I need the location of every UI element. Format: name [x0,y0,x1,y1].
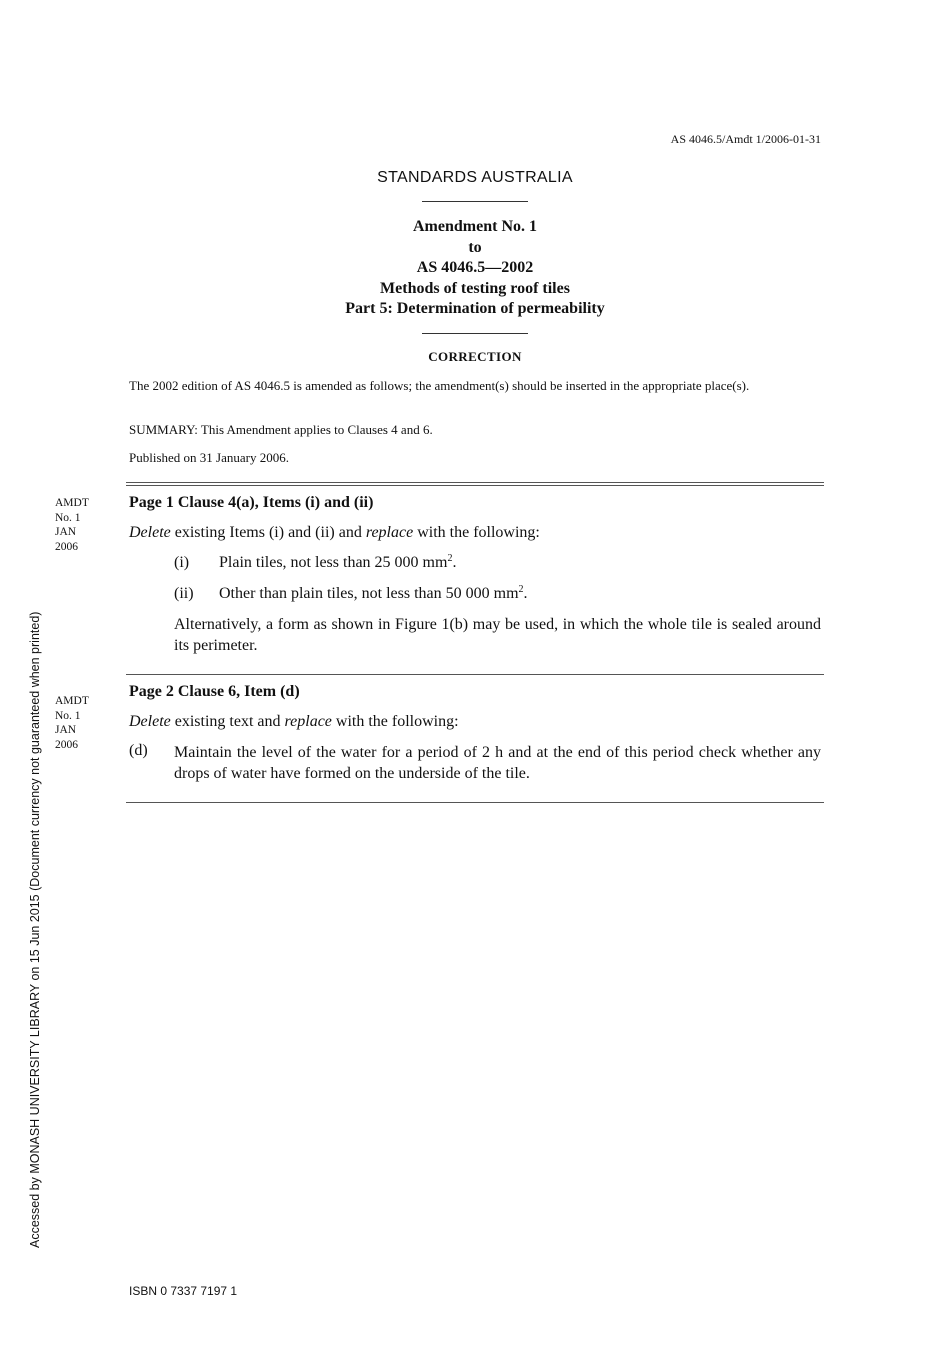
published-date: Published on 31 January 2006. [129,450,289,465]
isbn: ISBN 0 7337 7197 1 [129,1284,238,1298]
instruction-delete: Delete [129,524,171,541]
title-to: to [468,239,482,256]
organization-title: STANDARDS AUSTRALIA [377,169,573,186]
item-suffix: . [523,585,528,602]
correction-label: CORRECTION [428,349,522,364]
document-reference: AS 4046.5/Amdt 1/2006-01-31 [670,132,821,146]
amendment-heading: Page 2 Clause 6, Item (d) [129,683,300,700]
margin-note-line: No. 1 [55,709,81,722]
item-text: Maintain the level of the water for a period of 2 h and at the end of this period check whether any drops of water have formed on the underside of the tile. [174,744,821,782]
item-label: (i) [174,554,190,571]
item-suffix: . [452,554,457,571]
margin-note-line: AMDT [55,497,89,509]
instruction-text: existing Items (i) and (ii) and [170,524,366,541]
margin-note-line: 2006 [55,738,78,751]
section-double-rule-1 [126,482,824,483]
amendment-number: Amendment No. 1 [413,218,537,235]
amendment-note: Alternatively, a form as shown in Figure 1(b) may be used, in which the whole tile is sealed around its perimeter. [174,616,821,654]
item-body: Other than plain tiles, not less than 50 000 mm [219,585,519,602]
instruction-text: existing text and [170,713,285,730]
instruction-delete: Delete [129,713,171,730]
amendment-instruction [129,713,459,731]
margin-note-line: 2006 [55,540,78,553]
amendment-heading: Page 1 Clause 4(a), Items (i) and (ii) [129,494,374,511]
section-double-rule-2 [126,485,824,486]
standard-title: Methods of testing roof tiles [380,280,570,297]
title-divider-top [422,201,528,202]
summary-text: SUMMARY: This Amendment applies to Clauses 4 and 6. [129,422,433,437]
item-superscript: 2 [518,584,524,595]
margin-note-line: No. 1 [55,511,81,524]
instruction-replace: replace [365,524,414,541]
margin-note-line: JAN [55,724,77,736]
margin-note-line: AMDT [55,695,89,707]
amendment-margin-note [55,694,115,752]
section-rule [126,674,824,675]
amendment-instruction [129,524,540,542]
item-superscript: 2 [447,553,453,564]
instruction-text-end: with the following: [331,713,459,730]
instruction-text-end: with the following: [413,524,540,541]
amendment-margin-note [55,496,115,554]
standard-part-title: Part 5: Determination of permeability [345,300,605,317]
item-label: (ii) [174,585,194,602]
section-rule-end [126,802,824,803]
item-text [219,585,528,603]
instruction-replace: replace [284,713,332,730]
amend-statement: The 2002 edition of AS 4046.5 is amended as follows; the amendment(s) should be inserted in the appropriate place(s). [129,378,750,393]
item-label: (d) [129,742,148,759]
item-body: Plain tiles, not less than 25 000 mm [219,554,448,571]
item-text [219,554,456,572]
standard-number: AS 4046.5—2002 [416,259,534,276]
margin-note-line: JAN [55,526,77,538]
access-side-note: Accessed by MONASH UNIVERSITY LIBRARY on 15 Jun 2015 (Document currency not guaranteed when printed) [28,611,42,1248]
title-divider-bottom [422,333,528,334]
